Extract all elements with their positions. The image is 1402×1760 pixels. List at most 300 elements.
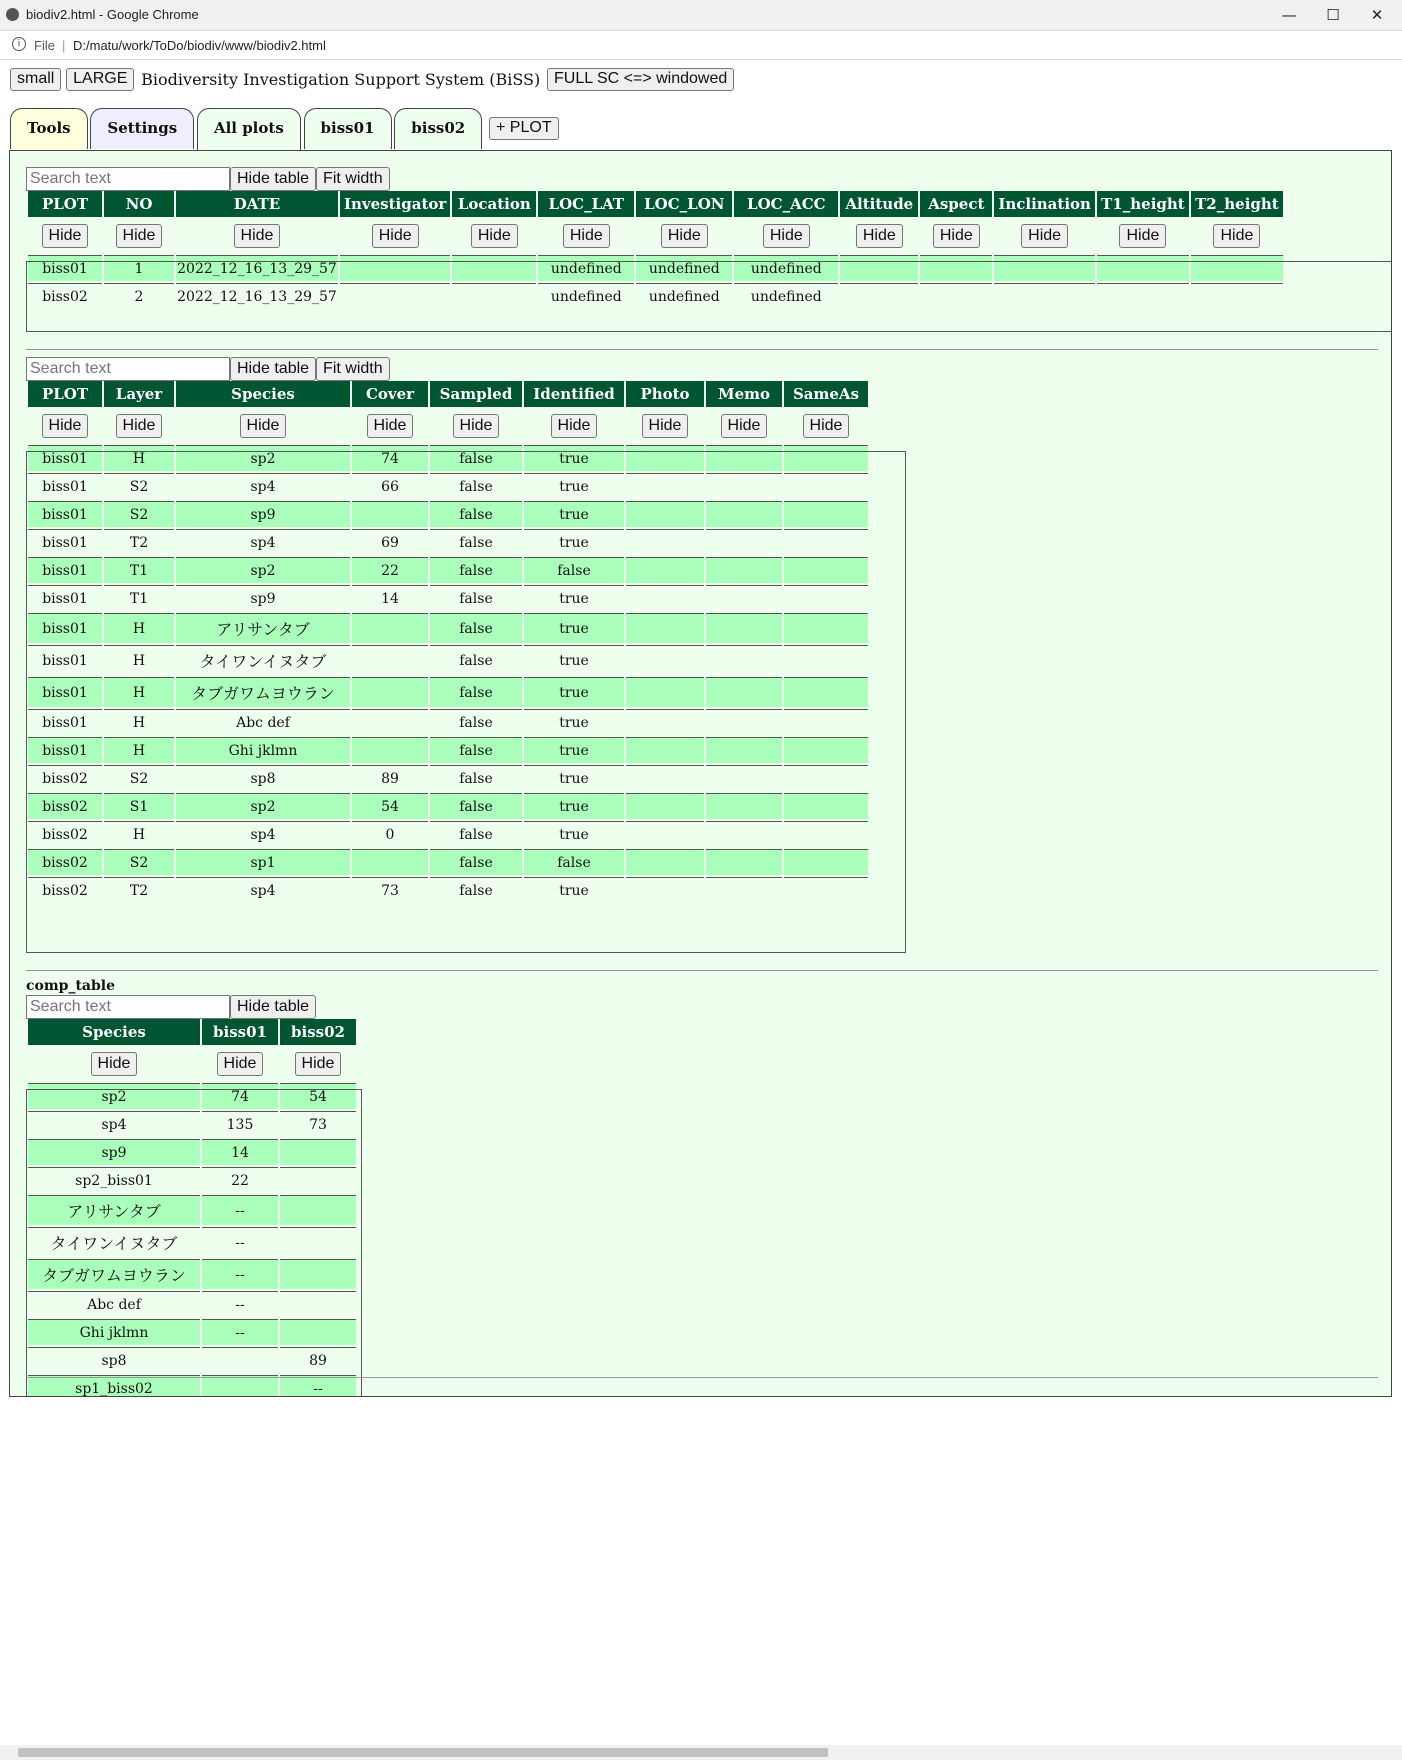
species-row[interactable] bbox=[28, 677, 868, 707]
species-hide-table-button[interactable]: Hide table bbox=[230, 357, 316, 381]
comp-row[interactable] bbox=[28, 1291, 356, 1317]
species-cell: biss01 bbox=[28, 501, 102, 527]
species-cell bbox=[784, 557, 868, 583]
species-cell: biss01 bbox=[28, 529, 102, 555]
species-cell bbox=[784, 765, 868, 791]
species-cell bbox=[626, 877, 704, 903]
species-cell: false bbox=[430, 877, 522, 903]
add-plot-button[interactable]: + PLOT bbox=[489, 117, 559, 140]
species-row[interactable] bbox=[28, 877, 868, 903]
comp-cell: sp9 bbox=[28, 1139, 200, 1165]
species-cell: 14 bbox=[352, 585, 428, 611]
species-cell bbox=[784, 613, 868, 643]
species-cell bbox=[784, 501, 868, 527]
plots-hide-column-button[interactable]: Hide bbox=[661, 224, 708, 248]
species-cell bbox=[784, 877, 868, 903]
species-cell: biss01 bbox=[28, 613, 102, 643]
species-hide-column-button[interactable]: Hide bbox=[642, 414, 689, 438]
species-table bbox=[26, 379, 870, 905]
species-hide-cell bbox=[706, 409, 782, 443]
comp-cell: 135 bbox=[202, 1111, 278, 1137]
plots-table-tools bbox=[26, 167, 390, 191]
species-cell: true bbox=[524, 877, 624, 903]
species-row[interactable] bbox=[28, 557, 868, 583]
species-cell: true bbox=[524, 709, 624, 735]
tab-bar bbox=[10, 108, 559, 150]
comp-cell: -- bbox=[202, 1259, 278, 1289]
tab-tools[interactable]: Tools bbox=[10, 108, 88, 149]
species-cell: biss02 bbox=[28, 765, 102, 791]
maximize-button[interactable]: ☐ bbox=[1326, 6, 1340, 24]
plots-cell: 2 bbox=[104, 283, 174, 309]
species-cell: true bbox=[524, 821, 624, 847]
plots-column-header[interactable]: DATE bbox=[176, 191, 338, 217]
comp-hide-column-button[interactable]: Hide bbox=[91, 1052, 138, 1076]
species-hide-cell bbox=[430, 409, 522, 443]
species-cell bbox=[706, 613, 782, 643]
species-cell: biss02 bbox=[28, 793, 102, 819]
species-cell: T1 bbox=[104, 557, 174, 583]
species-cell: sp2 bbox=[176, 445, 350, 471]
all-plots-panel bbox=[9, 150, 1392, 1397]
species-row[interactable] bbox=[28, 737, 868, 763]
plots-cell: undefined bbox=[538, 255, 634, 281]
species-row[interactable] bbox=[28, 473, 868, 499]
plots-cell bbox=[1191, 255, 1283, 281]
plots-cell: 1 bbox=[104, 255, 174, 281]
species-hide-column-button[interactable]: Hide bbox=[721, 414, 768, 438]
species-cell: 69 bbox=[352, 529, 428, 555]
plots-cell: undefined bbox=[636, 255, 732, 281]
globe-icon bbox=[6, 8, 19, 21]
section-divider bbox=[26, 1377, 1378, 1378]
species-cell bbox=[352, 645, 428, 675]
species-cell: H bbox=[104, 645, 174, 675]
comp-row[interactable] bbox=[28, 1259, 356, 1289]
species-cell bbox=[352, 737, 428, 763]
comp-cell: Ghi jklmn bbox=[28, 1319, 200, 1345]
species-cell: true bbox=[524, 445, 624, 471]
species-cell bbox=[706, 529, 782, 555]
comp-row[interactable] bbox=[28, 1083, 356, 1109]
species-cell bbox=[784, 677, 868, 707]
species-row[interactable] bbox=[28, 821, 868, 847]
species-row[interactable] bbox=[28, 613, 868, 643]
plots-column-header[interactable]: Inclination bbox=[994, 191, 1095, 217]
comp-cell bbox=[280, 1227, 356, 1257]
species-cell: true bbox=[524, 613, 624, 643]
species-cell: false bbox=[430, 709, 522, 735]
plots-column-header[interactable]: LOC_ACC bbox=[734, 191, 838, 217]
plots-cell: undefined bbox=[538, 283, 634, 309]
plots-cell bbox=[920, 255, 992, 281]
species-cell: false bbox=[430, 473, 522, 499]
comp-row[interactable] bbox=[28, 1227, 356, 1257]
plots-column-header[interactable]: LOC_LAT bbox=[538, 191, 634, 217]
species-cell bbox=[626, 645, 704, 675]
plots-row[interactable] bbox=[28, 283, 1283, 309]
species-cell: sp8 bbox=[176, 765, 350, 791]
species-column-header[interactable]: Photo bbox=[626, 381, 704, 407]
species-cell: 89 bbox=[352, 765, 428, 791]
comp-hide-cell bbox=[28, 1047, 200, 1081]
comp-hide-table-button[interactable]: Hide table bbox=[230, 995, 316, 1019]
plots-cell bbox=[1097, 255, 1189, 281]
comp-row[interactable] bbox=[28, 1195, 356, 1225]
plots-hide-column-button[interactable]: Hide bbox=[42, 224, 89, 248]
comp-table-tools bbox=[26, 995, 316, 1019]
plots-cell bbox=[340, 283, 450, 309]
species-cell bbox=[626, 765, 704, 791]
species-column-header[interactable]: Memo bbox=[706, 381, 782, 407]
species-cell bbox=[352, 677, 428, 707]
species-cell bbox=[784, 473, 868, 499]
species-cell bbox=[626, 529, 704, 555]
plots-cell: undefined bbox=[734, 283, 838, 309]
fullscreen-toggle-button[interactable]: FULL SC <=> windowed bbox=[547, 68, 734, 91]
comp-cell: sp2_biss01 bbox=[28, 1167, 200, 1193]
comp-hide-column-button[interactable]: Hide bbox=[217, 1052, 264, 1076]
comp-cell: 89 bbox=[280, 1347, 356, 1373]
species-cell bbox=[784, 821, 868, 847]
species-hide-column-button[interactable]: Hide bbox=[453, 414, 500, 438]
comp-cell bbox=[280, 1167, 356, 1193]
plots-hide-cell bbox=[104, 219, 174, 253]
species-hide-cell bbox=[626, 409, 704, 443]
species-hide-column-button[interactable]: Hide bbox=[367, 414, 414, 438]
species-cell: H bbox=[104, 821, 174, 847]
plots-column-header[interactable]: PLOT bbox=[28, 191, 102, 217]
tab-all-plots[interactable]: All plots bbox=[197, 108, 301, 150]
species-cell: 0 bbox=[352, 821, 428, 847]
species-cell: S2 bbox=[104, 501, 174, 527]
species-cell: false bbox=[430, 445, 522, 471]
species-column-header[interactable]: Identified bbox=[524, 381, 624, 407]
species-cell bbox=[626, 557, 704, 583]
plots-hide-column-button[interactable]: Hide bbox=[856, 224, 903, 248]
horizontal-scrollbar[interactable] bbox=[0, 1745, 1402, 1760]
comp-cell: sp2 bbox=[28, 1083, 200, 1109]
tab-biss01[interactable]: biss01 bbox=[304, 108, 392, 149]
species-cell bbox=[784, 645, 868, 675]
species-cell bbox=[706, 473, 782, 499]
comp-header-row bbox=[28, 1019, 356, 1045]
comp-cell: -- bbox=[202, 1195, 278, 1225]
species-cell bbox=[784, 793, 868, 819]
comp-cell: sp8 bbox=[28, 1347, 200, 1373]
plots-hide-cell bbox=[452, 219, 536, 253]
comp-hide-column-button[interactable]: Hide bbox=[295, 1052, 342, 1076]
species-hide-row bbox=[28, 409, 868, 443]
species-cell bbox=[706, 737, 782, 763]
species-cell: biss01 bbox=[28, 445, 102, 471]
large-button[interactable]: LARGE bbox=[66, 68, 134, 91]
species-cell: true bbox=[524, 473, 624, 499]
minimize-button[interactable]: — bbox=[1281, 6, 1297, 24]
plots-cell: biss01 bbox=[28, 255, 102, 281]
plots-column-header[interactable]: Location bbox=[452, 191, 536, 217]
comp-cell: 22 bbox=[202, 1167, 278, 1193]
comp-cell bbox=[280, 1291, 356, 1317]
species-column-header[interactable]: Cover bbox=[352, 381, 428, 407]
comp-column-header[interactable]: Species bbox=[28, 1019, 200, 1045]
species-cell: H bbox=[104, 445, 174, 471]
comp-cell bbox=[280, 1195, 356, 1225]
species-fit-width-button[interactable]: Fit width bbox=[316, 357, 390, 381]
species-cell bbox=[784, 737, 868, 763]
species-hide-cell bbox=[524, 409, 624, 443]
species-cell: false bbox=[430, 585, 522, 611]
plots-hide-column-button[interactable]: Hide bbox=[763, 224, 810, 248]
species-cell: biss01 bbox=[28, 737, 102, 763]
species-cell: biss01 bbox=[28, 709, 102, 735]
species-cell: false bbox=[430, 501, 522, 527]
comp-row[interactable] bbox=[28, 1319, 356, 1345]
plots-column-header[interactable]: T1_height bbox=[1097, 191, 1189, 217]
species-cell: S2 bbox=[104, 765, 174, 791]
species-hide-column-button[interactable]: Hide bbox=[803, 414, 850, 438]
species-cell: タブガワムヨウラン bbox=[176, 677, 350, 707]
comp-cell: Abc def bbox=[28, 1291, 200, 1317]
species-cell: 54 bbox=[352, 793, 428, 819]
species-cell: false bbox=[430, 529, 522, 555]
plots-cell bbox=[840, 255, 918, 281]
species-cell: biss02 bbox=[28, 821, 102, 847]
plots-column-header[interactable]: T2_height bbox=[1191, 191, 1283, 217]
species-row[interactable] bbox=[28, 501, 868, 527]
species-cell: Abc def bbox=[176, 709, 350, 735]
comp-row[interactable] bbox=[28, 1347, 356, 1373]
species-column-header[interactable]: Species bbox=[176, 381, 350, 407]
species-row[interactable] bbox=[28, 765, 868, 791]
info-icon[interactable]: i bbox=[12, 37, 26, 51]
species-cell bbox=[706, 821, 782, 847]
species-cell: 66 bbox=[352, 473, 428, 499]
species-cell bbox=[784, 585, 868, 611]
plots-hide-column-button[interactable]: Hide bbox=[933, 224, 980, 248]
plots-hide-cell bbox=[28, 219, 102, 253]
species-cell bbox=[706, 645, 782, 675]
plots-hide-cell bbox=[1191, 219, 1283, 253]
species-cell: 74 bbox=[352, 445, 428, 471]
species-hide-cell bbox=[104, 409, 174, 443]
tab-biss02[interactable]: biss02 bbox=[394, 108, 482, 149]
species-cell bbox=[626, 473, 704, 499]
plots-hide-column-button[interactable]: Hide bbox=[1213, 224, 1260, 248]
window-title: biodiv2.html - Google Chrome bbox=[26, 7, 199, 22]
species-column-header[interactable]: Layer bbox=[104, 381, 174, 407]
plots-cell bbox=[452, 255, 536, 281]
comp-cell bbox=[202, 1347, 278, 1373]
comp-row[interactable] bbox=[28, 1111, 356, 1137]
plots-cell bbox=[1191, 283, 1283, 309]
plots-cell: 2022_12_16_13_29_57 bbox=[176, 283, 338, 309]
species-cell bbox=[352, 709, 428, 735]
plots-hide-column-button[interactable]: Hide bbox=[563, 224, 610, 248]
close-window-button[interactable]: ✕ bbox=[1370, 6, 1384, 24]
species-cell bbox=[626, 613, 704, 643]
species-cell: false bbox=[430, 613, 522, 643]
species-cell bbox=[784, 529, 868, 555]
species-cell: sp1 bbox=[176, 849, 350, 875]
plots-search-input[interactable] bbox=[26, 167, 230, 191]
species-cell bbox=[626, 849, 704, 875]
species-cell: アリサンタブ bbox=[176, 613, 350, 643]
species-cell: true bbox=[524, 765, 624, 791]
species-cell bbox=[784, 709, 868, 735]
species-cell: false bbox=[524, 557, 624, 583]
comp-cell bbox=[280, 1259, 356, 1289]
species-cell: false bbox=[430, 849, 522, 875]
species-cell: T2 bbox=[104, 877, 174, 903]
species-cell bbox=[626, 501, 704, 527]
url-scheme: File bbox=[34, 38, 55, 53]
species-cell: H bbox=[104, 737, 174, 763]
plots-hide-column-button[interactable]: Hide bbox=[372, 224, 419, 248]
species-hide-column-button[interactable]: Hide bbox=[42, 414, 89, 438]
plots-table bbox=[26, 189, 1285, 311]
plots-cell bbox=[840, 283, 918, 309]
plots-column-header[interactable]: LOC_LON bbox=[636, 191, 732, 217]
comp-cell: アリサンタブ bbox=[28, 1195, 200, 1225]
species-cell bbox=[706, 849, 782, 875]
species-row[interactable] bbox=[28, 585, 868, 611]
species-column-header[interactable]: SameAs bbox=[784, 381, 868, 407]
species-hide-column-button[interactable]: Hide bbox=[240, 414, 287, 438]
species-row[interactable] bbox=[28, 849, 868, 875]
comp-cell: タイワンイヌタブ bbox=[28, 1227, 200, 1257]
species-cell: sp4 bbox=[176, 877, 350, 903]
comp-cell bbox=[280, 1139, 356, 1165]
comp-row[interactable] bbox=[28, 1167, 356, 1193]
app-title: Biodiversity Investigation Support System (BiSS) bbox=[141, 70, 541, 89]
plots-cell bbox=[1097, 283, 1189, 309]
comp-cell: sp4 bbox=[28, 1111, 200, 1137]
species-cell: S2 bbox=[104, 473, 174, 499]
species-cell: sp9 bbox=[176, 585, 350, 611]
plots-hide-column-button[interactable]: Hide bbox=[1021, 224, 1068, 248]
plots-column-header[interactable]: NO bbox=[104, 191, 174, 217]
species-cell: biss01 bbox=[28, 585, 102, 611]
plots-hide-column-button[interactable]: Hide bbox=[116, 224, 163, 248]
species-cell: sp2 bbox=[176, 793, 350, 819]
top-toolbar bbox=[10, 68, 734, 94]
plots-cell bbox=[340, 255, 450, 281]
species-cell bbox=[706, 585, 782, 611]
plots-column-header[interactable]: Investigator bbox=[340, 191, 450, 217]
species-cell bbox=[706, 677, 782, 707]
species-row[interactable] bbox=[28, 529, 868, 555]
species-cell: H bbox=[104, 613, 174, 643]
species-row[interactable] bbox=[28, 709, 868, 735]
plots-column-header[interactable]: Aspect bbox=[920, 191, 992, 217]
plots-fit-width-button[interactable]: Fit width bbox=[316, 167, 390, 191]
species-cell bbox=[352, 501, 428, 527]
tab-settings[interactable]: Settings bbox=[90, 108, 194, 149]
url-text[interactable]: D:/matu/work/ToDo/biodiv/www/biodiv2.html bbox=[73, 38, 326, 53]
species-cell bbox=[626, 821, 704, 847]
species-cell: sp9 bbox=[176, 501, 350, 527]
plots-hide-cell bbox=[1097, 219, 1189, 253]
comp-cell: -- bbox=[280, 1375, 356, 1397]
species-hide-cell bbox=[784, 409, 868, 443]
address-bar[interactable] bbox=[0, 31, 1402, 60]
species-cell bbox=[626, 793, 704, 819]
plots-hide-cell bbox=[920, 219, 992, 253]
species-search-input[interactable] bbox=[26, 357, 230, 381]
comp-row[interactable] bbox=[28, 1375, 356, 1397]
plots-hide-column-button[interactable]: Hide bbox=[1119, 224, 1166, 248]
plots-hide-cell bbox=[734, 219, 838, 253]
species-cell: biss01 bbox=[28, 473, 102, 499]
species-hide-column-button[interactable]: Hide bbox=[116, 414, 163, 438]
small-button[interactable]: small bbox=[10, 68, 61, 91]
comp-search-input[interactable] bbox=[26, 995, 230, 1019]
plots-cell bbox=[994, 283, 1095, 309]
species-cell bbox=[706, 501, 782, 527]
species-row[interactable] bbox=[28, 445, 868, 471]
species-cell: S1 bbox=[104, 793, 174, 819]
comp-column-header[interactable]: biss01 bbox=[202, 1019, 278, 1045]
section-divider bbox=[26, 349, 1378, 350]
plots-hide-cell bbox=[994, 219, 1095, 253]
species-cell bbox=[784, 849, 868, 875]
scrollbar-thumb[interactable] bbox=[18, 1748, 828, 1757]
comp-column-header[interactable]: biss02 bbox=[280, 1019, 356, 1045]
species-cell: false bbox=[430, 557, 522, 583]
species-cell: false bbox=[524, 849, 624, 875]
comp-row[interactable] bbox=[28, 1139, 356, 1165]
species-cell bbox=[706, 877, 782, 903]
plots-hide-column-button[interactable]: Hide bbox=[234, 224, 281, 248]
page-content bbox=[0, 60, 1402, 1745]
plots-hide-table-button[interactable]: Hide table bbox=[230, 167, 316, 191]
comp-cell: -- bbox=[202, 1291, 278, 1317]
species-cell: T2 bbox=[104, 529, 174, 555]
plots-row[interactable] bbox=[28, 255, 1283, 281]
species-hide-cell bbox=[176, 409, 350, 443]
species-cell: true bbox=[524, 529, 624, 555]
comp-cell: 73 bbox=[280, 1111, 356, 1137]
species-row[interactable] bbox=[28, 793, 868, 819]
comp-hide-row bbox=[28, 1047, 356, 1081]
species-cell bbox=[706, 557, 782, 583]
plots-column-header[interactable]: Altitude bbox=[840, 191, 918, 217]
species-cell: biss02 bbox=[28, 877, 102, 903]
species-cell: true bbox=[524, 737, 624, 763]
comp-hide-cell bbox=[202, 1047, 278, 1081]
plots-hide-column-button[interactable]: Hide bbox=[471, 224, 518, 248]
species-hide-cell bbox=[352, 409, 428, 443]
comp-table-caption: comp_table bbox=[26, 978, 116, 994]
species-column-header[interactable]: PLOT bbox=[28, 381, 102, 407]
plots-hide-cell bbox=[176, 219, 338, 253]
species-cell bbox=[706, 793, 782, 819]
plots-cell: biss02 bbox=[28, 283, 102, 309]
plots-cell bbox=[452, 283, 536, 309]
browser-title-bar bbox=[0, 0, 1402, 31]
species-cell: false bbox=[430, 677, 522, 707]
comp-hide-cell bbox=[280, 1047, 356, 1081]
plots-cell bbox=[920, 283, 992, 309]
species-column-header[interactable]: Sampled bbox=[430, 381, 522, 407]
species-cell: false bbox=[430, 645, 522, 675]
species-cell: Ghi jklmn bbox=[176, 737, 350, 763]
species-cell: true bbox=[524, 793, 624, 819]
species-cell bbox=[706, 709, 782, 735]
species-hide-column-button[interactable]: Hide bbox=[551, 414, 598, 438]
species-row[interactable] bbox=[28, 645, 868, 675]
